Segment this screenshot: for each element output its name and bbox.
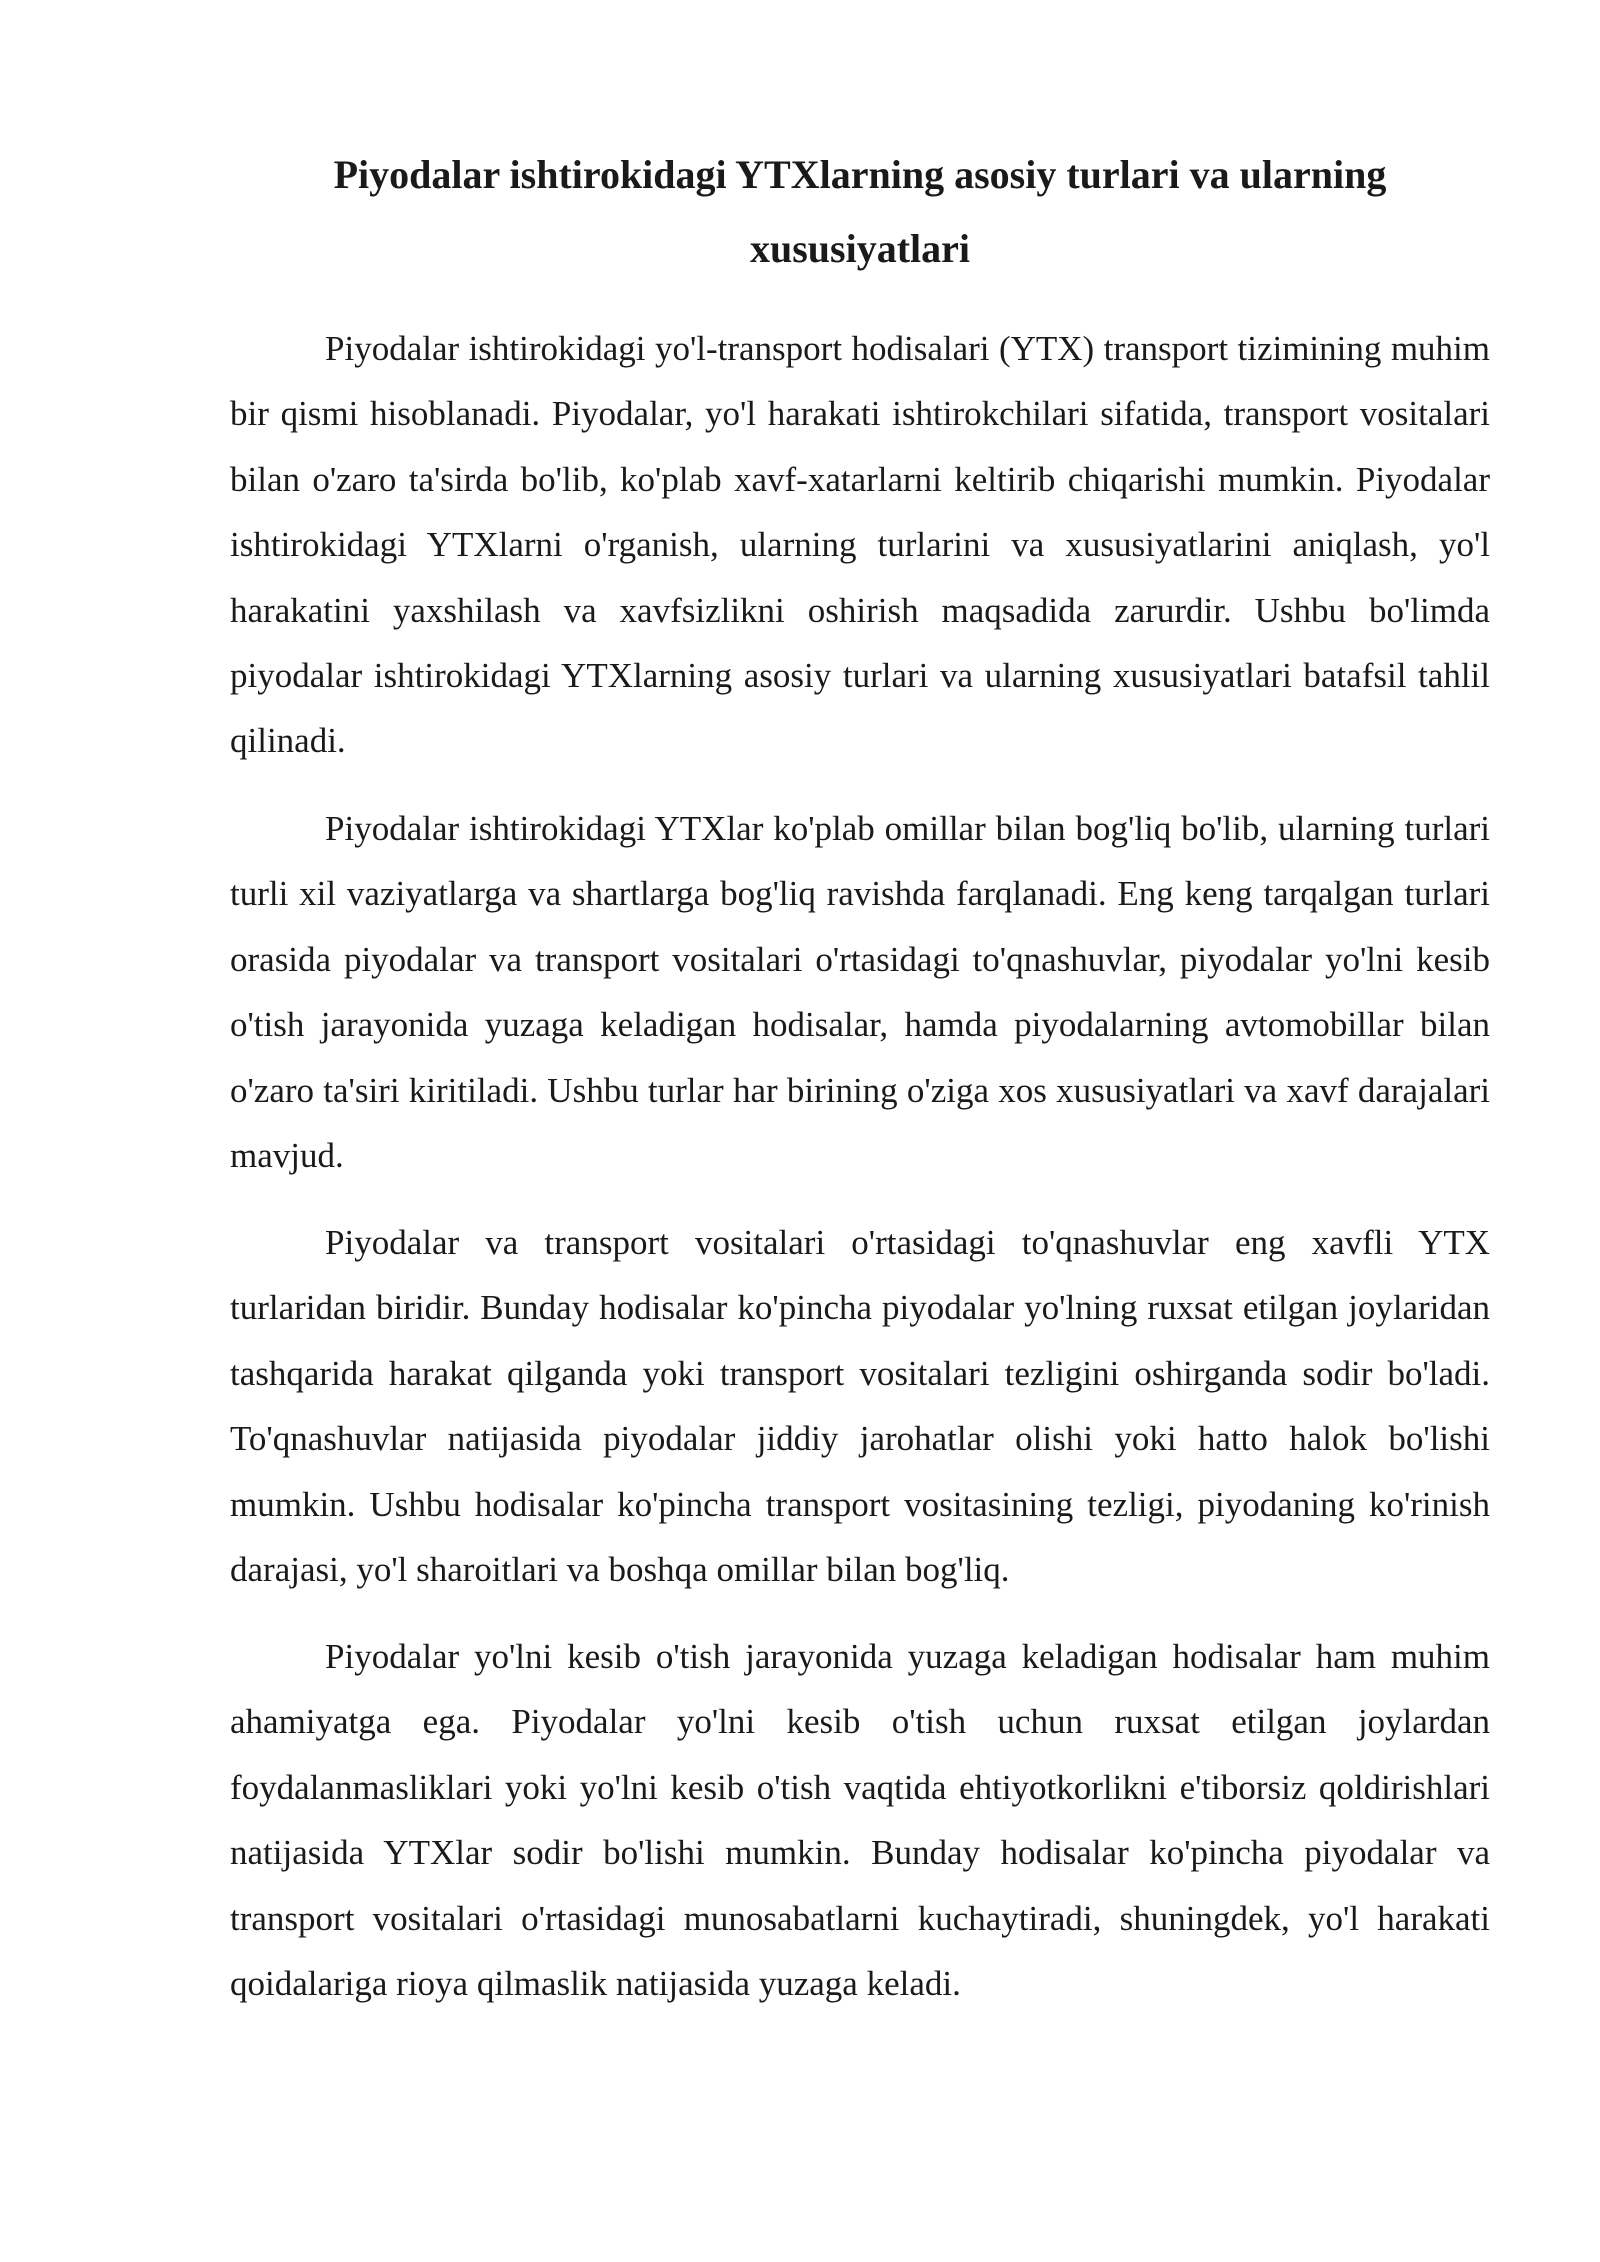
body-paragraph-2: Piyodalar ishtirokidagi YTXlar ko'plab omillar bilan bog'liq bo'lib, ularning turlari turli xil vaziyatlarga va shartlarga bog'liq ravishda farqlanadi. Eng keng tarqalgan turlari orasida piyodalar va transport vositalari o'rtasidagi to'qnashuvlar, piyodalar yo'lni kesib o'tish jarayonida yuzaga keladigan hodisalar, hamda piyodalarning avtomobillar bilan o'zaro ta'siri kiritiladi. Ushbu turlar har birining o'ziga xos xususiyatlari va xavf darajalari mavjud.	[230, 809, 1490, 1176]
body-paragraph-4: Piyodalar yo'lni kesib o'tish jarayonida yuzaga keladigan hodisalar ham muhim ahamiyatga ega. Piyodalar yo'lni kesib o'tish uchun ruxsat etilgan joylardan foydalanmasliklari yoki yo'lni kesib o'tish vaqtida ehtiyotkorlikni e'tiborsiz qoldirishlari natijasida YTXlar sodir bo'lishi mumkin. Bunday hodisalar ko'pincha piyodalar va transport vositalari o'rtasidagi munosabatlarni kuchaytiradi, shuningdek, yo'l harakati qoidalariga rioya qilmaslik natijasida yuzaga keladi.	[230, 1637, 1490, 2004]
document-title: Piyodalar ishtirokidagi YTXlarning asosiy turlari va ularning xususiyatlari	[333, 152, 1387, 271]
body-paragraph-3: Piyodalar va transport vositalari o'rtasidagi to'qnashuvlar eng xavfli YTX turlaridan biridir. Bunday hodisalar ko'pincha piyodalar yo'lning ruxsat etilgan joylaridan tashqarida harakat qilganda yoki transport vositalari tezligini oshirganda sodir bo'ladi. To'qnashuvlar natijasida piyodalar jiddiy jarohatlar olishi yoki hatto halok bo'lishi mumkin. Ushbu hodisalar ko'pincha transport vositasining tezligi, piyodaning ko'rinish darajasi, yo'l sharoitlari va boshqa omillar bilan bog'liq.	[230, 1223, 1490, 1590]
body-paragraph-1: Piyodalar ishtirokidagi yo'l-transport hodisalari (YTX) transport tizimining muhim bir qismi hisoblanadi. Piyodalar, yo'l harakati ishtirokchilari sifatida, transport vositalari bilan o'zaro ta'sirda bo'lib, ko'plab xavf-xatarlarni keltirib chiqarishi mumkin. Piyodalar ishtirokidagi YTXlarni o'rganish, ularning turlarini va xususiyatlarini aniqlash, yo'l harakatini yaxshilash va xavfsizlikni oshirish maqsadida zarurdir. Ushbu bo'limda piyodalar ishtirokidagi YTXlarning asosiy turlari va ularning xususiyatlari batafsil tahlil qilinadi.	[230, 329, 1490, 761]
